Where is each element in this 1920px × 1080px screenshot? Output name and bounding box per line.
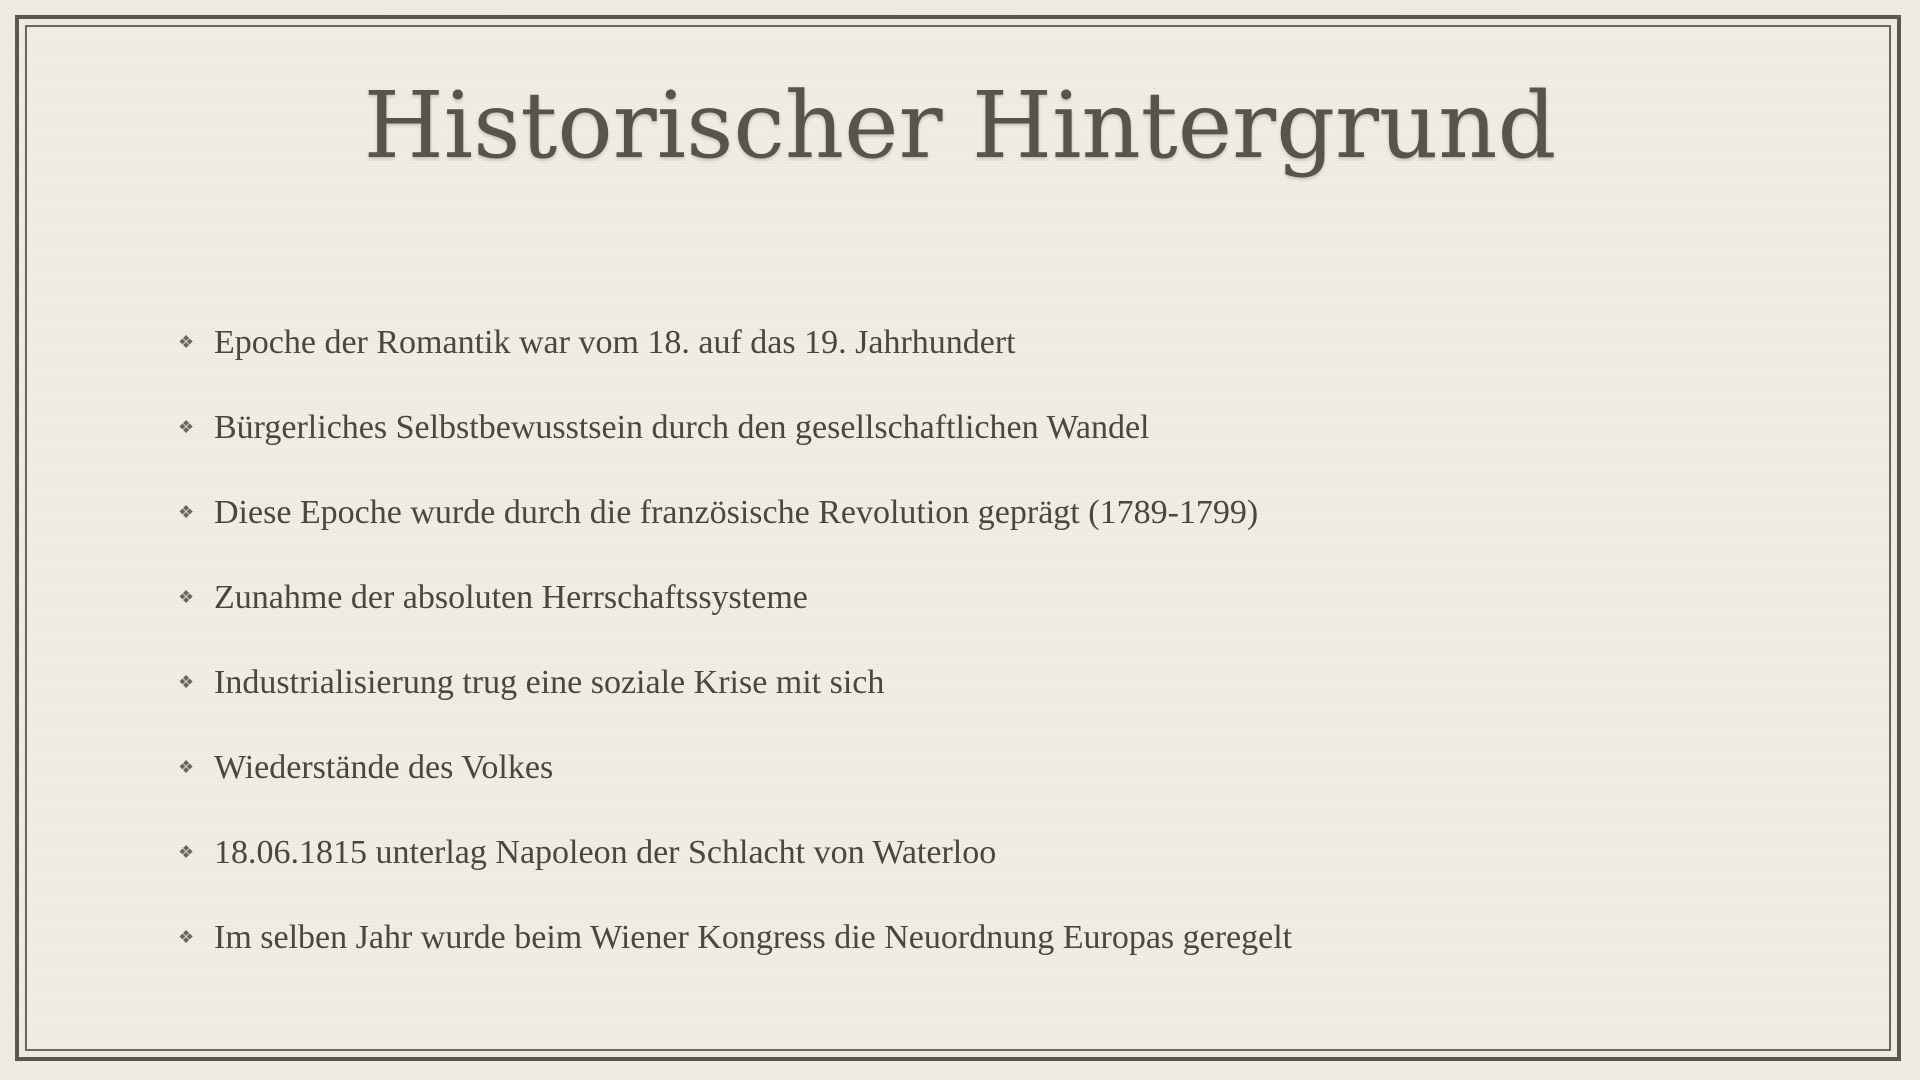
bullet-text: Zunahme der absoluten Herrschaftssysteme [214,578,808,616]
diamond-bullet-icon: ❖ [178,502,195,522]
diamond-bullet-icon: ❖ [178,672,195,692]
bullet-text: 18.06.1815 unterlag Napoleon der Schlacht von Waterloo [214,833,997,871]
bullet-item [178,385,1778,470]
diamond-bullet-icon: ❖ [178,842,195,862]
bullet-list [178,300,1778,980]
bullet-text: Diese Epoche wurde durch die französische Revolution geprägt (1789-1799) [214,493,1259,531]
bullet-item [178,895,1778,980]
bullet-text: Wiederstände des Volkes [214,748,554,786]
bullet-text: Epoche der Romantik war vom 18. auf das 19. Jahrhundert [214,323,1016,361]
diamond-bullet-icon: ❖ [178,757,195,777]
diamond-bullet-icon: ❖ [178,587,195,607]
bullet-item [178,640,1778,725]
bullet-item [178,300,1778,385]
bullet-item [178,470,1778,555]
bullet-text: Im selben Jahr wurde beim Wiener Kongress die Neuordnung Europas geregelt [214,918,1293,956]
bullet-item [178,555,1778,640]
bullet-text: Industrialisierung trug eine soziale Krise mit sich [214,663,885,701]
diamond-bullet-icon: ❖ [178,332,195,352]
bullet-text: Bürgerliches Selbstbewusstsein durch den gesellschaftlichen Wandel [214,408,1150,446]
bullet-item [178,725,1778,810]
bullet-item [178,810,1778,895]
diamond-bullet-icon: ❖ [178,927,195,947]
slide-title: Historischer Hintergrund [363,72,1557,179]
diamond-bullet-icon: ❖ [178,417,195,437]
